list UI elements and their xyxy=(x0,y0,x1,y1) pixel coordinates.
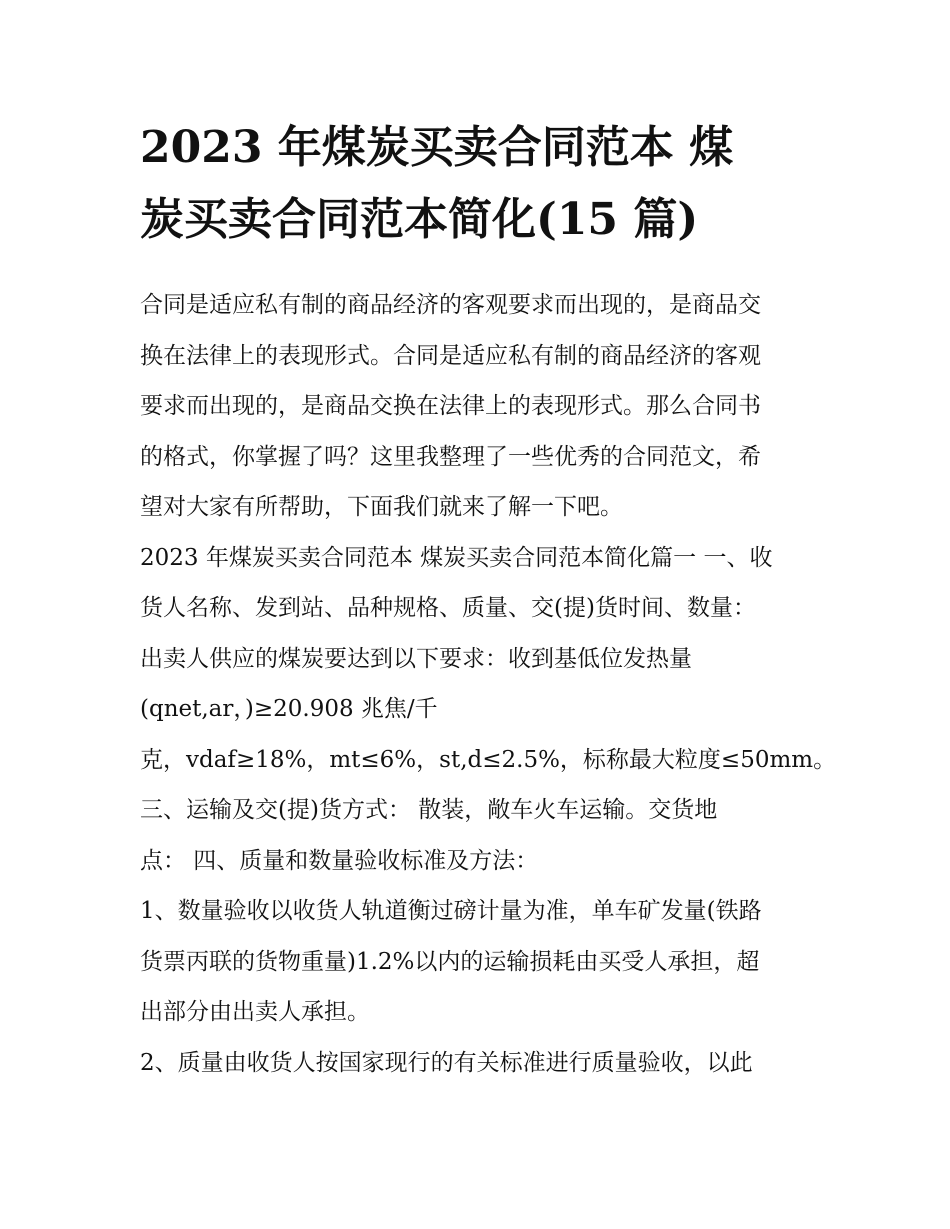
body-line: 货票丙联的货物重量)1.2%以内的运输损耗由买受人承担，超 xyxy=(140,948,760,975)
body-line: 望对大家有所帮助，下面我们就来了解一下吧。 xyxy=(140,494,623,520)
body-line: (qnet,ar，)≥20.908 兆焦/千 xyxy=(140,696,438,722)
body-line: 合同是适应私有制的商品经济的客观要求而出现的，是商品交 xyxy=(140,292,761,318)
title-line: 炭买卖合同范本简化(15 篇) xyxy=(140,194,699,245)
body-line: 要求而出现的，是商品交换在法律上的表现形式。那么合同书 xyxy=(140,393,761,419)
body-line: 1、数量验收以收货人轨道衡过磅计量为准，单车矿发量(铁路 xyxy=(140,898,762,924)
body-line: 点： 四、质量和数量验收标准及方法： xyxy=(140,847,539,874)
body-line: 三、运输及交(提)货方式： 散装，敞车火车运输。交货地 xyxy=(140,797,718,823)
body-line: 克，vdaf≥18%，mt≤6%，st,d≤2.5%，标称最大粒度≤50mm。 xyxy=(140,746,837,773)
body-line: 出部分由出卖人承担。 xyxy=(140,999,370,1025)
body-line: 货人名称、发到站、品种规格、质量、交(提)货时间、数量： xyxy=(140,595,756,621)
document-title xyxy=(140,112,820,256)
body-line: 2023 年煤炭买卖合同范本 煤炭买卖合同范本简化篇一 一、收 xyxy=(140,544,773,571)
body-line: 2、质量由收货人按国家现行的有关标准进行质量验收，以此 xyxy=(140,1049,753,1076)
body-line: 出卖人供应的煤炭要达到以下要求：收到基低位发热量 xyxy=(140,645,692,672)
body-line: 换在法律上的表现形式。合同是适应私有制的商品经济的客观 xyxy=(140,342,761,369)
document-body xyxy=(140,280,837,1088)
title-line: 2023 年煤炭买卖合同范本 煤 xyxy=(140,122,734,173)
body-line: 的格式，你掌握了吗？这里我整理了一些优秀的合同范文，希 xyxy=(140,443,761,470)
